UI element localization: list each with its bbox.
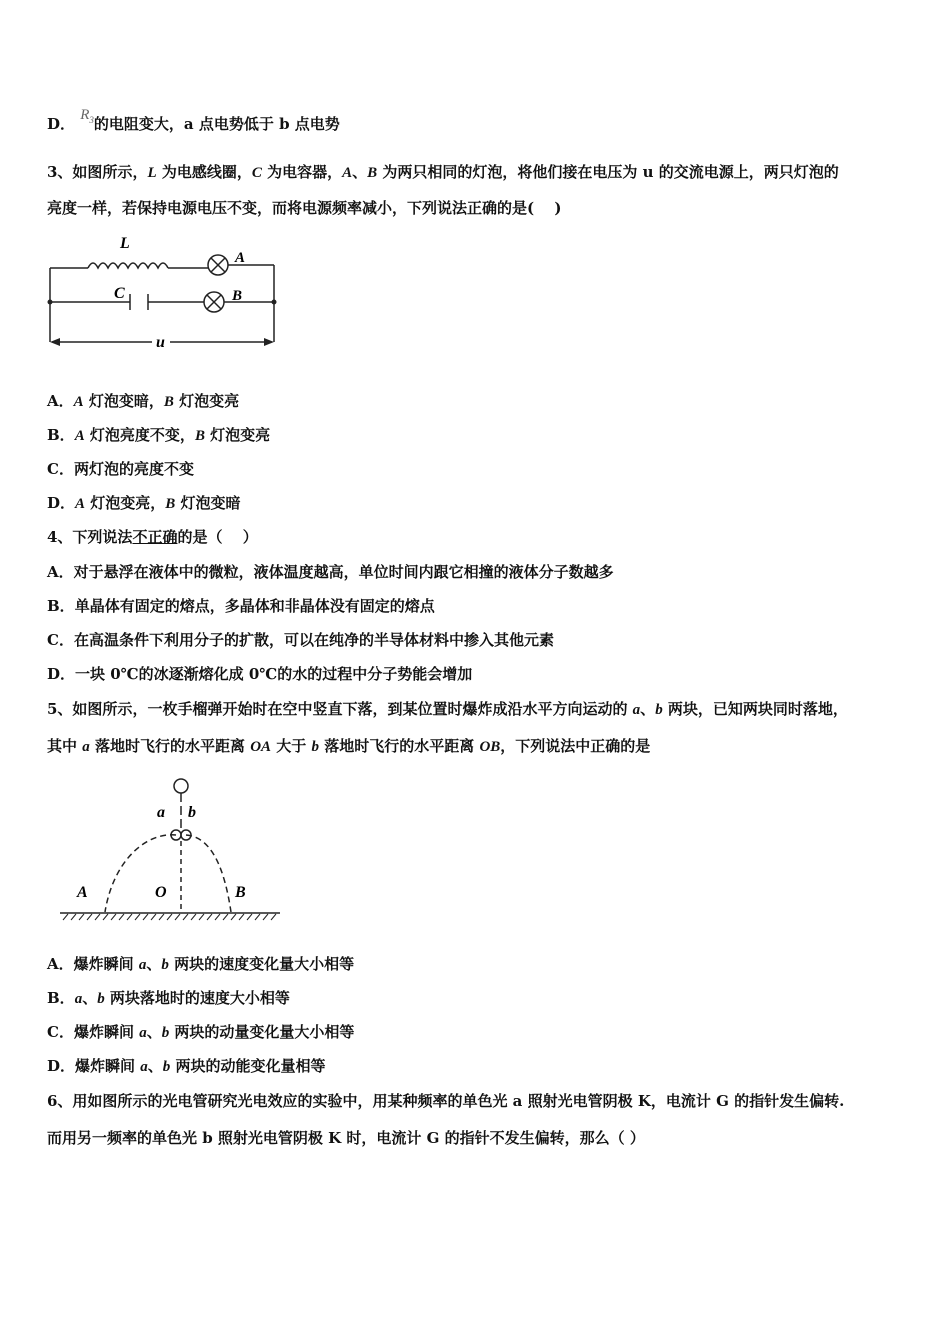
option-text: 的电阻变大，a 点电势低于 b 点电势 <box>93 115 340 133</box>
q5-stem-line1: 5、如图所示，一枚手榴弹开始时在空中竖直下落，到某位置时爆炸成沿水平方向运动的 a、b 两块，已知两块同时落地， <box>47 700 848 718</box>
label-L: L <box>120 235 130 252</box>
q3-circuit-diagram <box>40 230 290 355</box>
q5-option-b: B．a、b 两块落地时的速度大小相等 <box>47 989 290 1007</box>
q5-option-c: C．爆炸瞬间 a、b 两块的动量变化量大小相等 <box>47 1023 355 1041</box>
q3-stem-line2: 亮度一样，若保持电源电压不变，而将电源频率减小，下列说法正确的是( ) <box>47 199 562 217</box>
label-O: O <box>155 884 167 901</box>
q3-option-b: B．A 灯泡亮度不变，B 灯泡变亮 <box>47 426 271 444</box>
q4-option-a: A．对于悬浮在液体中的微粒，液体温度越高，单位时间内跟它相撞的液体分子数越多 <box>47 563 614 581</box>
label-a: a <box>157 804 165 821</box>
q3-option-d: D．A 灯泡变亮，B 灯泡变暗 <box>47 494 241 512</box>
q6-stem-line1: 6、用如图所示的光电管研究光电效应的实验中，用某种频率的单色光 a 照射光电管阴极 K，电流计 G 的指针发生偏转. <box>47 1092 845 1110</box>
q3-option-c: C．两灯泡的亮度不变 <box>47 460 194 478</box>
r3-symbol: $R_3$ <box>80 107 94 125</box>
label-B: B <box>232 288 243 304</box>
q4-option-d: D．一块 0℃的冰逐渐熔化成 0℃的水的过程中分子势能会增加 <box>47 665 473 683</box>
label-A: A <box>235 250 246 266</box>
q4-stem: 4、下列说法不正确的是（ ） <box>47 528 258 546</box>
q3-option-a: A．A 灯泡变暗，B 灯泡变亮 <box>47 392 240 410</box>
q5-grenade-diagram <box>55 772 290 927</box>
q4-option-b: B．单晶体有固定的熔点，多晶体和非晶体没有固定的熔点 <box>47 597 435 615</box>
q6-stem-line2: 而用另一频率的单色光 b 照射光电管阴极 K 时，电流计 G 的指针不发生偏转，那么（ ） <box>47 1129 645 1147</box>
q4-option-c: C．在高温条件下利用分子的扩散，可以在纯净的半导体材料中掺入其他元素 <box>47 631 554 649</box>
label-A: A <box>77 884 88 901</box>
label-b: b <box>188 804 196 821</box>
q3-stem-line1: 3、如图所示，L 为电感线圈，C 为电容器，A、B 为两只相同的灯泡，将他们接在电压为 u 的交流电源上，两只灯泡的 <box>47 163 839 181</box>
q5-option-d: D．爆炸瞬间 a、b 两块的动能变化量相等 <box>47 1057 326 1075</box>
label-B: B <box>235 884 246 901</box>
option-label: D． <box>47 115 76 133</box>
q5-option-a: A．爆炸瞬间 a、b 两块的速度变化量大小相等 <box>47 955 355 973</box>
label-u: u <box>156 334 165 351</box>
q5-stem-line2: 其中 a 落地时飞行的水平距离 OA 大于 b 落地时飞行的水平距离 OB，下列说法中正确的是 <box>47 737 651 755</box>
label-C: C <box>114 285 125 302</box>
q2-option-d <box>47 107 340 140</box>
